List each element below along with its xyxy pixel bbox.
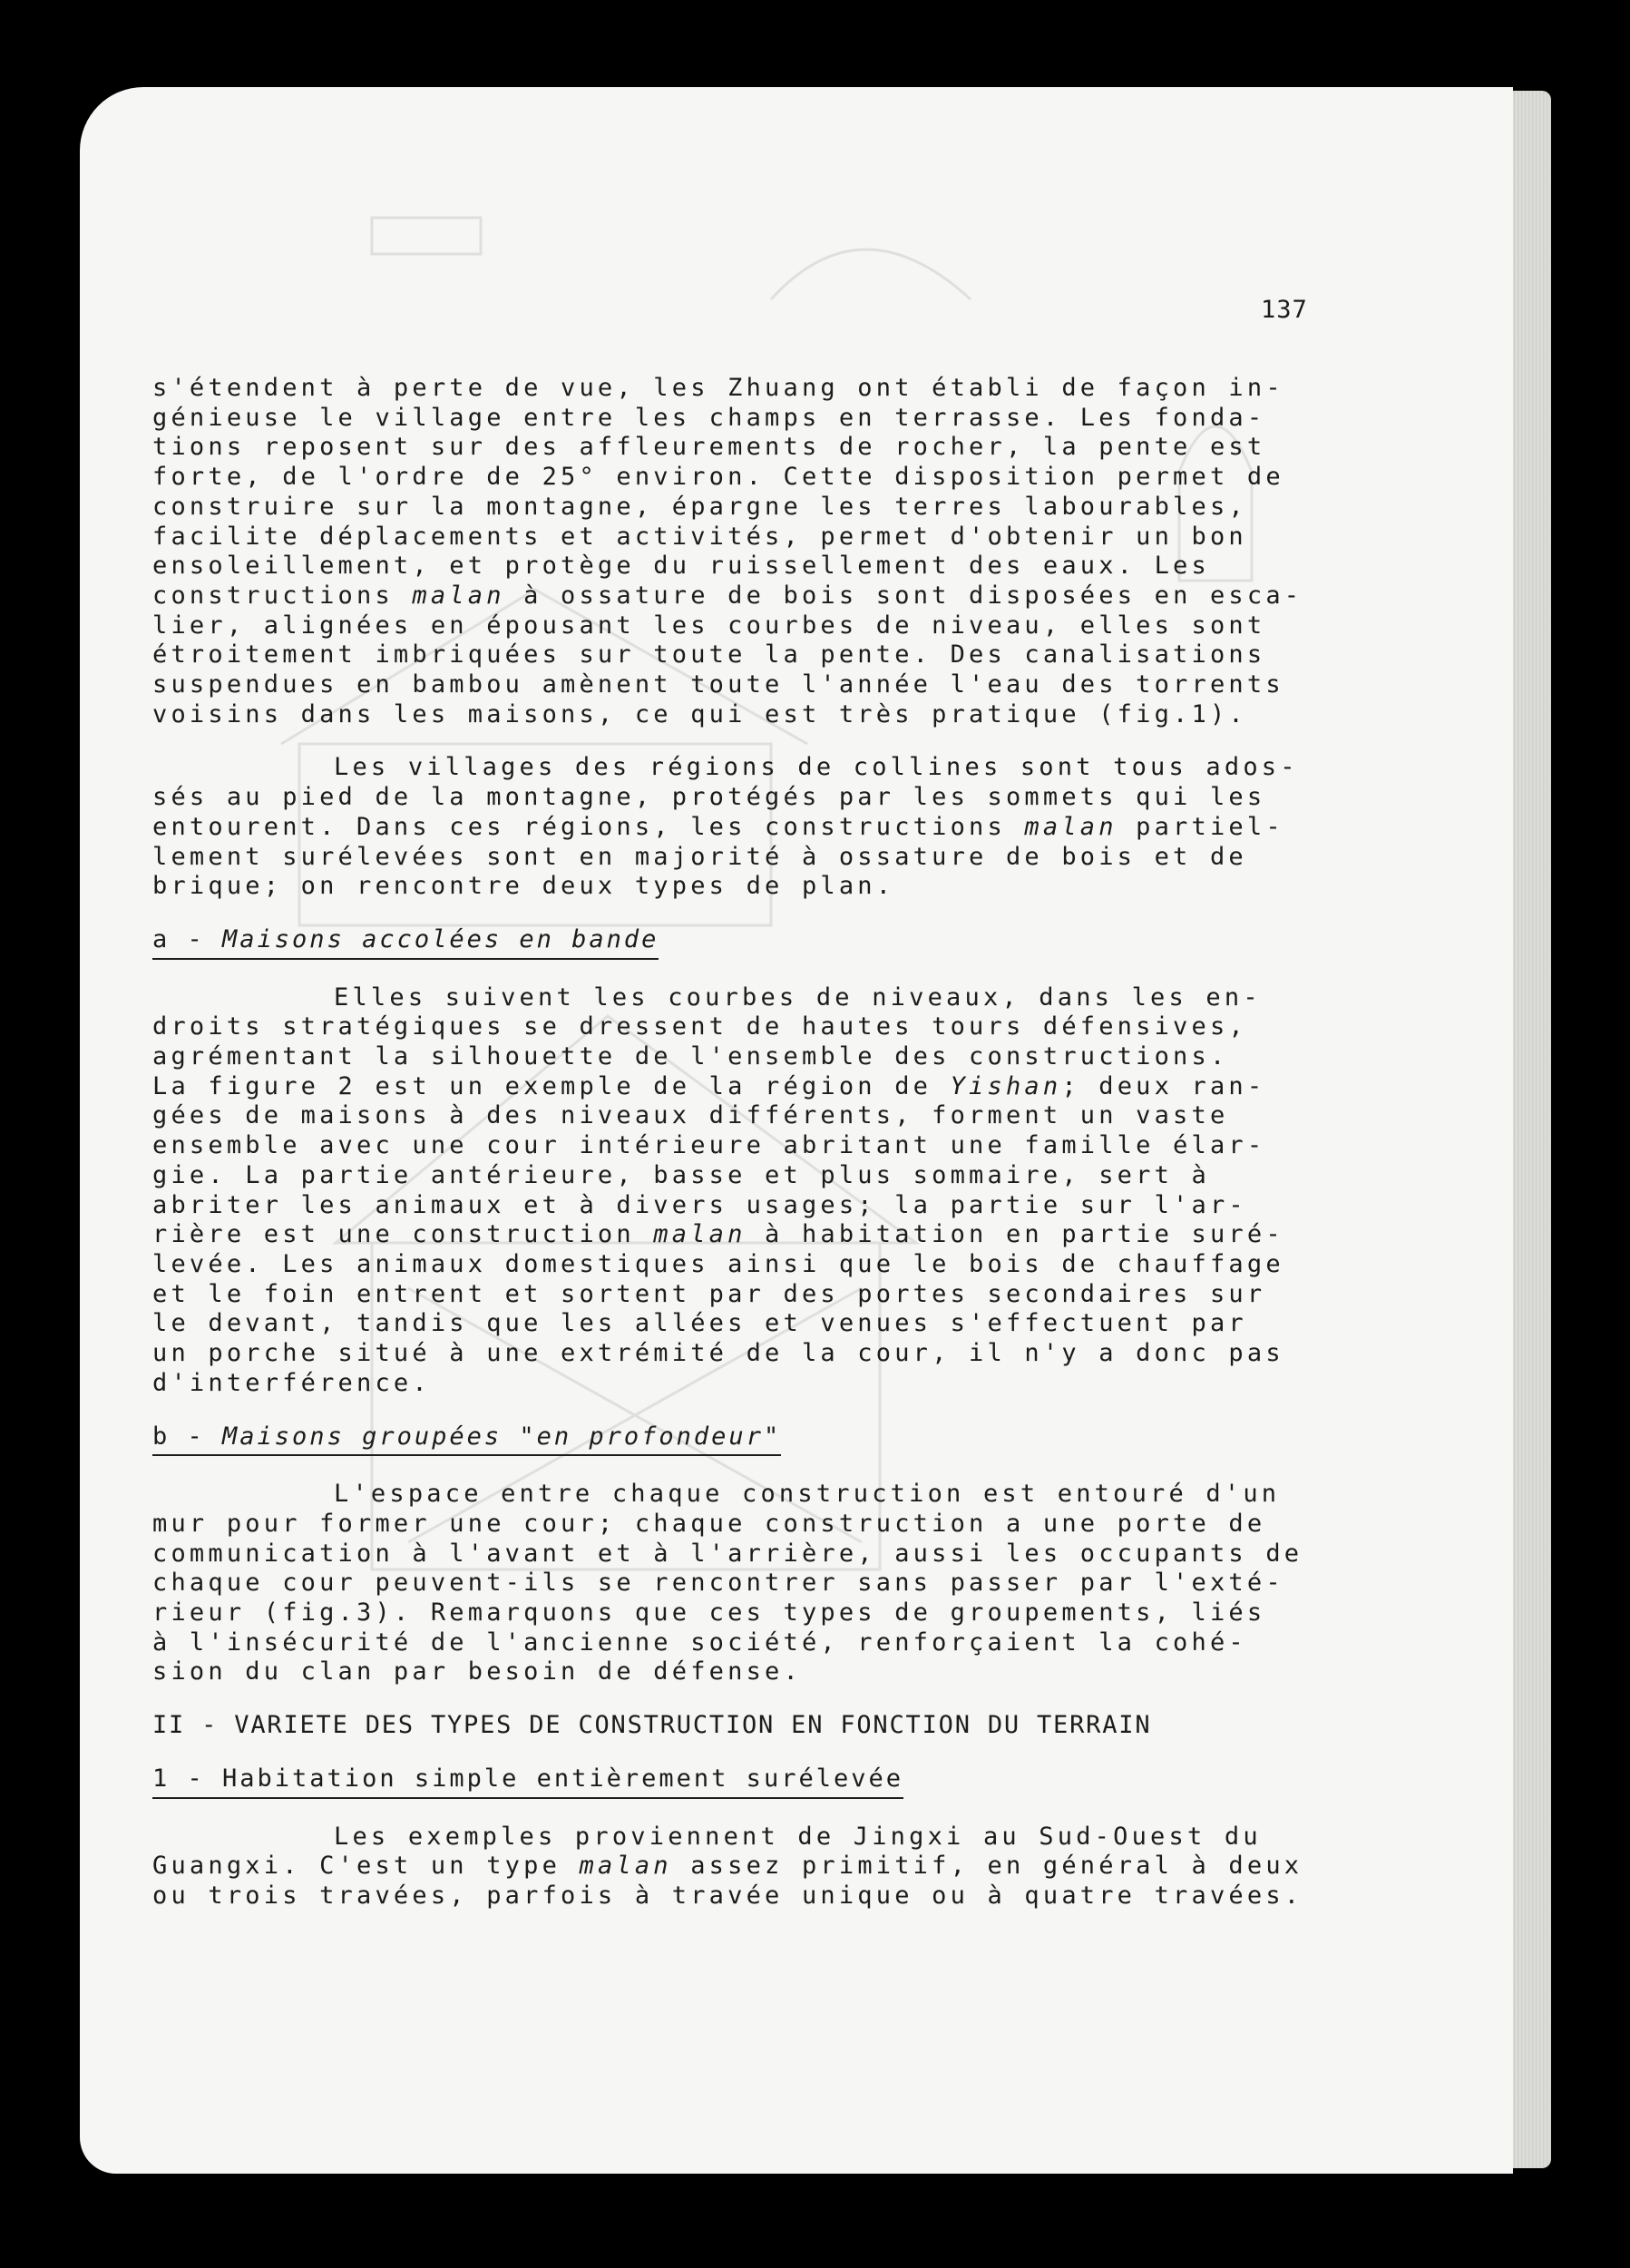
text-line: génieuse le village entre les champs en terrasse. Les fonda- bbox=[152, 403, 1266, 432]
text-line: gie. La partie antérieure, basse et plus sommaire, sert à bbox=[152, 1160, 1210, 1189]
section-title-ii: II - VARIETE DES TYPES DE CONSTRUCTION EN FONCTION DU TERRAIN bbox=[152, 1711, 1152, 1740]
paragraph-gap bbox=[152, 1399, 1359, 1422]
text-line: rieur (fig.3). Remarquons que ces types de groupements, liés bbox=[152, 1598, 1266, 1628]
text-line: Les villages des régions de collines sont tous ados- bbox=[334, 753, 1299, 782]
body-text bbox=[152, 374, 1359, 1911]
text-line: et le foin entrent et sortent par des portes secondaires sur bbox=[152, 1279, 1266, 1308]
text-line: étroitement imbriquées sur toute la pente. Des canalisations bbox=[152, 640, 1266, 670]
text-line: gées de maisons à des niveaux différents, forment un vaste bbox=[152, 1101, 1229, 1130]
text-line: voisins dans les maisons, ce qui est très pratique (fig.1). bbox=[152, 699, 1247, 728]
subheading-1: 1 - Habitation simple entièrement surélevée bbox=[152, 1765, 903, 1799]
text-line: chaque cour peuvent-ils se rencontrer sans passer par l'exté- bbox=[152, 1569, 1284, 1598]
text-line: Elles suivent les courbes de niveaux, dans les en- bbox=[334, 982, 1262, 1012]
text-line: abriter les animaux et à divers usages; la partie sur l'ar- bbox=[152, 1190, 1247, 1219]
text-line: Les exemples proviennent de Jingxi au Sud-Ouest du bbox=[334, 1822, 1262, 1851]
text-line: sés au pied de la montagne, protégés par les sommets qui les bbox=[152, 783, 1266, 812]
text-line: s'étendent à perte de vue, les Zhuang ont établi de façon in- bbox=[152, 374, 1284, 402]
paragraph-gap bbox=[152, 1687, 1359, 1711]
paragraph-gap bbox=[152, 902, 1359, 925]
paragraph-gap bbox=[152, 1799, 1359, 1823]
text-line: suspendues en bambou amènent toute l'année l'eau des torrents bbox=[152, 670, 1284, 699]
text-line: lier, alignées en épousant les courbes de niveau, elles sont bbox=[152, 611, 1266, 640]
subheading-b: b - Maisons groupées "en profondeur" bbox=[152, 1422, 781, 1457]
text-line: mur pour former une cour; chaque construction a une porte de bbox=[152, 1509, 1266, 1538]
text-line: rière est une construction malan à habitation en partie suré- bbox=[152, 1220, 1284, 1249]
text-line: le devant, tandis que les allées et venues s'effectuent par bbox=[152, 1309, 1247, 1338]
text-line: ou trois travées, parfois à travée unique ou à quatre travées. bbox=[152, 1881, 1303, 1910]
text-line: communication à l'avant et à l'arrière, aussi les occupants de bbox=[152, 1539, 1303, 1568]
text-line: agrémentant la silhouette de l'ensemble des constructions. bbox=[152, 1042, 1229, 1071]
text-line: facilite déplacements et activités, permet d'obtenir un bon bbox=[152, 522, 1247, 551]
text-line: brique; on rencontre deux types de plan. bbox=[152, 872, 895, 901]
text-line: ensemble avec une cour intérieure abritant une famille élar- bbox=[152, 1131, 1266, 1160]
text-line: ensoleillement, et protège du ruissellement des eaux. Les bbox=[152, 552, 1210, 581]
paragraph-gap bbox=[152, 729, 1359, 753]
text-line: droits stratégiques se dressent de hautes tours défensives, bbox=[152, 1012, 1247, 1041]
paragraph-gap bbox=[152, 1741, 1359, 1765]
text-line: d'interférence. bbox=[152, 1368, 431, 1397]
paragraph-gap bbox=[152, 960, 1359, 983]
text-line: à l'insécurité de l'ancienne société, renforçaient la cohé- bbox=[152, 1628, 1247, 1657]
page-number: 137 bbox=[1261, 296, 1308, 324]
text-line: sion du clan par besoin de défense. bbox=[152, 1657, 802, 1686]
text-line: lement surélevées sont en majorité à ossature de bois et de bbox=[152, 842, 1247, 871]
text-line: La figure 2 est un exemple de la région de Yishan; deux ran- bbox=[152, 1071, 1266, 1100]
text-line: Guangxi. C'est un type malan assez primitif, en général à deux bbox=[152, 1852, 1303, 1881]
text-line: un porche situé à une extrémité de la cour, il n'y a donc pas bbox=[152, 1339, 1284, 1368]
text-line: forte, de l'ordre de 25° environ. Cette disposition permet de bbox=[152, 463, 1284, 492]
text-line: tions reposent sur des affleurements de rocher, la pente est bbox=[152, 433, 1266, 462]
text-line: entourent. Dans ces régions, les constructions malan partiel- bbox=[152, 812, 1284, 841]
text-line: construire sur la montagne, épargne les terres labourables, bbox=[152, 492, 1247, 521]
subheading-a: a - Maisons accolées en bande bbox=[152, 925, 659, 960]
text-line: constructions malan à ossature de bois sont disposées en esca- bbox=[152, 581, 1303, 610]
text-line: levée. Les animaux domestiques ainsi que le bois de chauffage bbox=[152, 1249, 1284, 1278]
paragraph-gap bbox=[152, 1456, 1359, 1480]
text-line: L'espace entre chaque construction est entouré d'un bbox=[334, 1480, 1281, 1509]
